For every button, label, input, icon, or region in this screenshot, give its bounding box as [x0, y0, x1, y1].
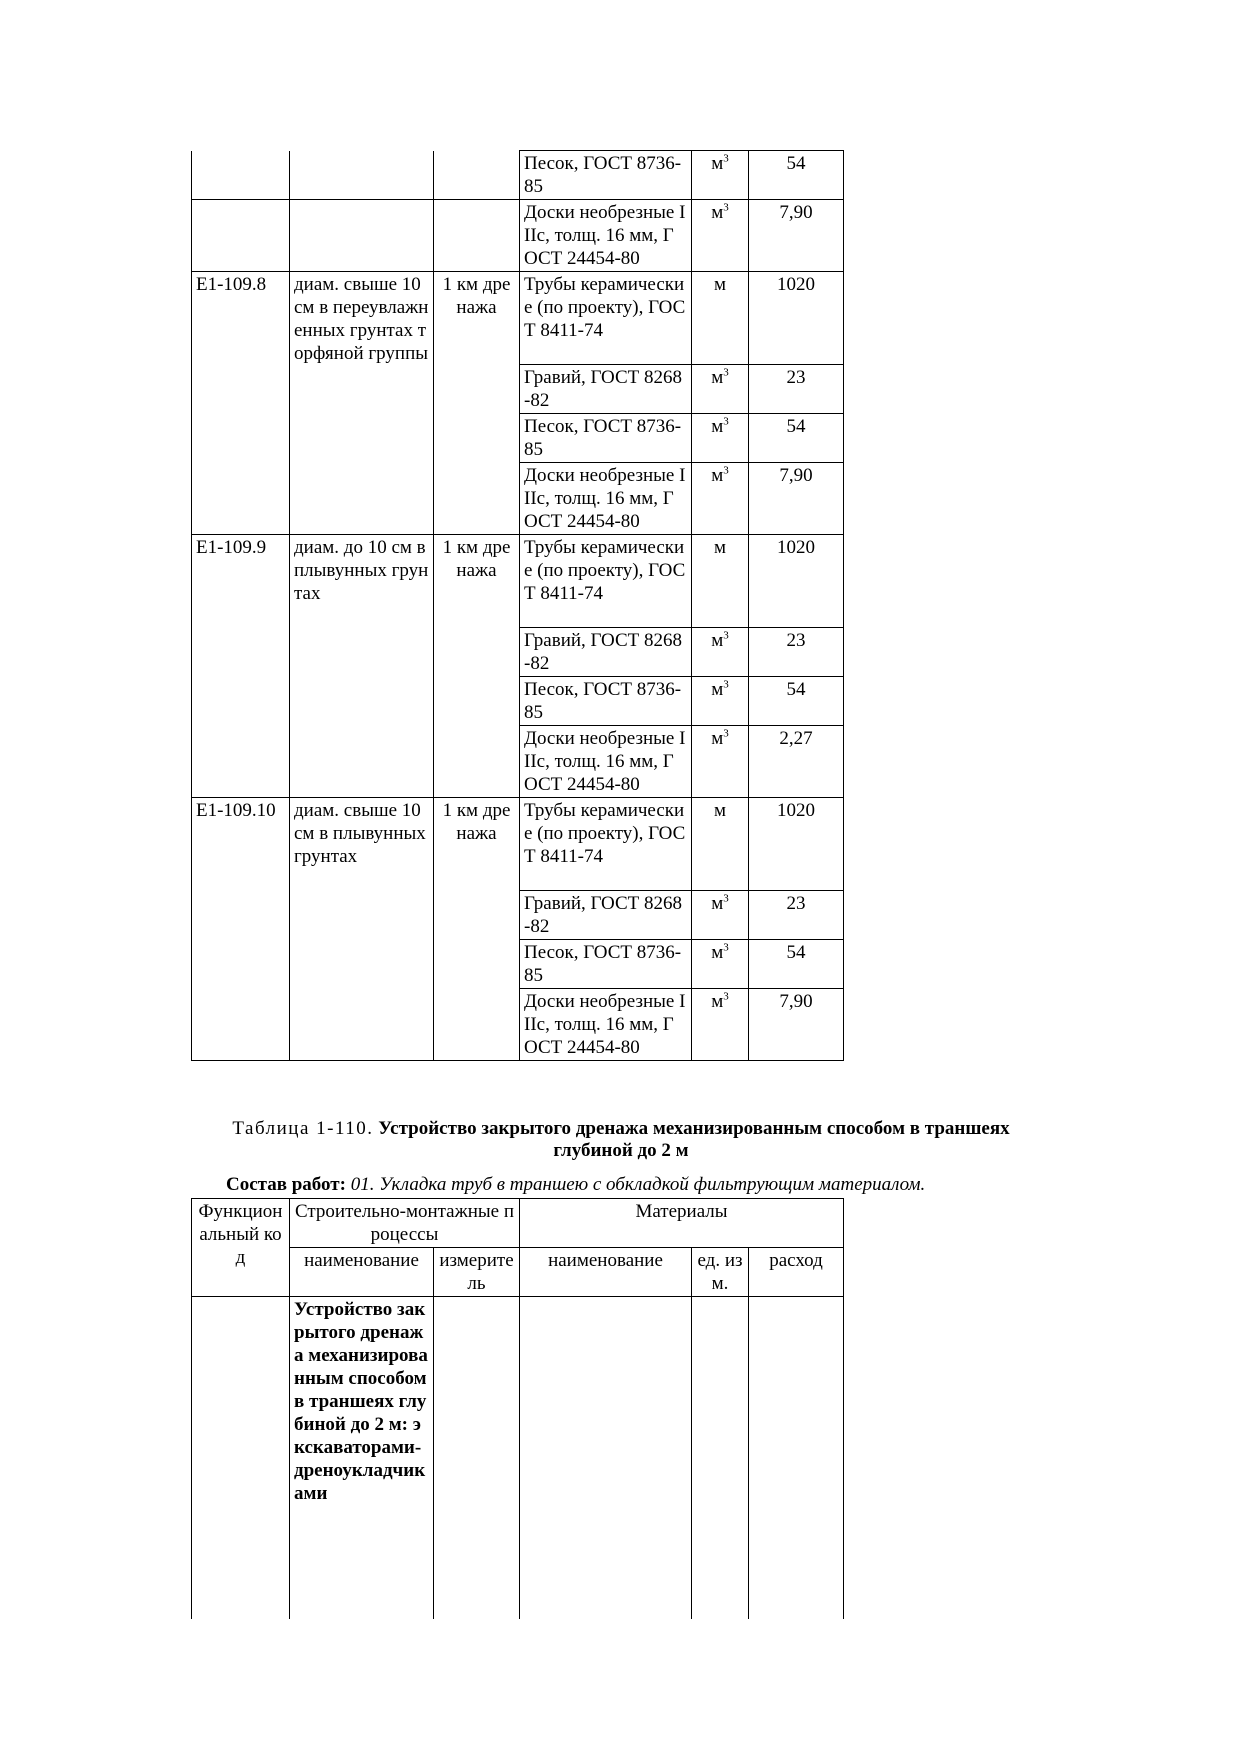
table-row [192, 272, 844, 365]
unit-text: м [711, 630, 724, 651]
unit-superscript: 3 [723, 464, 729, 477]
unit-text: м [711, 416, 724, 437]
material-unit [692, 628, 749, 677]
table-row [192, 151, 844, 200]
group-meter: 1 км дренажа [434, 272, 520, 535]
materials-table-continued [191, 150, 844, 1061]
unit-superscript: 3 [723, 415, 729, 428]
unit-text: м [711, 202, 724, 223]
unit-superscript: 3 [723, 152, 729, 165]
row-code [192, 1297, 290, 1619]
material-unit [692, 535, 749, 628]
group-code: Е1-109.9 [192, 535, 290, 798]
material-name: Трубы керамические (по проекту), ГОСТ 8411-74 [520, 798, 692, 891]
material-qty: 1020 [749, 535, 844, 628]
material-qty: 54 [749, 414, 844, 463]
unit-superscript: 3 [723, 727, 729, 740]
empty-cell [290, 151, 434, 200]
unit-superscript: 3 [723, 990, 729, 1003]
unit-text: м [711, 728, 724, 749]
row-mat-name-empty [520, 1297, 692, 1619]
material-name: Трубы керамические (по проекту), ГОСТ 8411-74 [520, 272, 692, 365]
group-process: диам. свыше 10 см в переувлажненных грунтах торфяной группы [290, 272, 434, 535]
work-label: Состав работ: [226, 1174, 346, 1195]
unit-text: м [713, 274, 727, 295]
unit-superscript: 3 [723, 629, 729, 642]
material-name: Гравий, ГОСТ 8268-82 [520, 365, 692, 414]
material-unit [692, 463, 749, 535]
unit-superscript: 3 [723, 941, 729, 954]
group-meter: 1 км дренажа [434, 798, 520, 1061]
unit-text: м [711, 991, 724, 1012]
material-qty: 1020 [749, 272, 844, 365]
unit-text: м [711, 367, 724, 388]
material-qty: 1020 [749, 798, 844, 891]
group-process: диам. свыше 10 см в плывунных грунтах [290, 798, 434, 1061]
material-name: Доски необрезные IIIс, толщ. 16 мм, ГОСТ 24454-80 [520, 989, 692, 1061]
header-proc-name: наименование [290, 1248, 434, 1297]
material-unit [692, 798, 749, 891]
material-unit [692, 365, 749, 414]
material-unit [692, 200, 749, 272]
material-name: Доски необрезные IIIс, толщ. 16 мм, ГОСТ 24454-80 [520, 463, 692, 535]
unit-superscript: 3 [723, 678, 729, 691]
material-name: Гравий, ГОСТ 8268-82 [520, 628, 692, 677]
header-materials: Материалы [520, 1199, 844, 1248]
table-row [192, 200, 844, 272]
material-unit [692, 940, 749, 989]
header-mat-unit: ед. изм. [692, 1248, 749, 1297]
material-name: Доски необрезные IIIс, толщ. 16 мм, ГОСТ 24454-80 [520, 200, 692, 272]
material-unit [692, 891, 749, 940]
material-name: Гравий, ГОСТ 8268-82 [520, 891, 692, 940]
unit-text: м [711, 153, 724, 174]
unit-text: м [711, 942, 724, 963]
group-process: диам. до 10 см в плывунных грунтах [290, 535, 434, 798]
material-name: Песок, ГОСТ 8736-85 [520, 414, 692, 463]
table-caption [191, 1118, 1051, 1162]
row-mat-unit-empty [692, 1297, 749, 1619]
header-processes: Строительно-монтажные процессы [290, 1199, 520, 1248]
material-unit [692, 414, 749, 463]
work-text: 01. Укладка труб в траншею с обкладкой фильтрующим материалом. [350, 1174, 926, 1195]
empty-cell [434, 200, 520, 272]
material-qty: 54 [749, 151, 844, 200]
row-mat-qty-empty [749, 1297, 844, 1619]
material-name: Песок, ГОСТ 8736-85 [520, 940, 692, 989]
unit-superscript: 3 [723, 892, 729, 905]
empty-cell [434, 151, 520, 200]
material-name: Песок, ГОСТ 8736-85 [520, 151, 692, 200]
empty-cell [192, 151, 290, 200]
unit-text: м [711, 465, 724, 486]
header-code: Функциональный код [192, 1199, 290, 1297]
empty-cell [192, 200, 290, 272]
material-unit [692, 677, 749, 726]
material-name: Доски необрезные IIIс, толщ. 16 мм, ГОСТ 24454-80 [520, 726, 692, 798]
row-process: Устройство закрытого дренажа механизированным способом в траншеях глубиной до 2 м: экскаваторами-дреноукладчиками [290, 1297, 434, 1619]
material-qty: 2,27 [749, 726, 844, 798]
header-mat-name: наименование [520, 1248, 692, 1297]
group-meter: 1 км дренажа [434, 535, 520, 798]
unit-superscript: 3 [723, 366, 729, 379]
caption-title: Устройство закрытого дренажа механизированным способом в траншеях глубиной до 2 м [378, 1118, 1010, 1161]
material-qty: 7,90 [749, 200, 844, 272]
material-unit [692, 726, 749, 798]
material-qty: 23 [749, 365, 844, 414]
unit-text: м [713, 537, 727, 558]
material-qty: 23 [749, 628, 844, 677]
caption-prefix: Таблица 1-110. [232, 1118, 374, 1139]
material-unit [692, 989, 749, 1061]
table-row [192, 798, 844, 891]
material-qty: 54 [749, 677, 844, 726]
unit-text: м [713, 800, 727, 821]
material-name: Песок, ГОСТ 8736-85 [520, 677, 692, 726]
material-qty: 7,90 [749, 989, 844, 1061]
row-meter-empty [434, 1297, 520, 1619]
table-row [192, 535, 844, 628]
empty-cell [290, 200, 434, 272]
material-qty: 23 [749, 891, 844, 940]
group-code: Е1-109.8 [192, 272, 290, 535]
material-qty: 7,90 [749, 463, 844, 535]
material-unit [692, 151, 749, 200]
drainage-table-110 [191, 1198, 844, 1619]
material-unit [692, 272, 749, 365]
unit-text: м [711, 679, 724, 700]
header-mat-qty: расход [749, 1248, 844, 1297]
work-composition [226, 1173, 1126, 1196]
material-name: Трубы керамические (по проекту), ГОСТ 8411-74 [520, 535, 692, 628]
unit-superscript: 3 [723, 201, 729, 214]
header-proc-meter: измеритель [434, 1248, 520, 1297]
material-qty: 54 [749, 940, 844, 989]
unit-text: м [711, 893, 724, 914]
group-code: Е1-109.10 [192, 798, 290, 1061]
